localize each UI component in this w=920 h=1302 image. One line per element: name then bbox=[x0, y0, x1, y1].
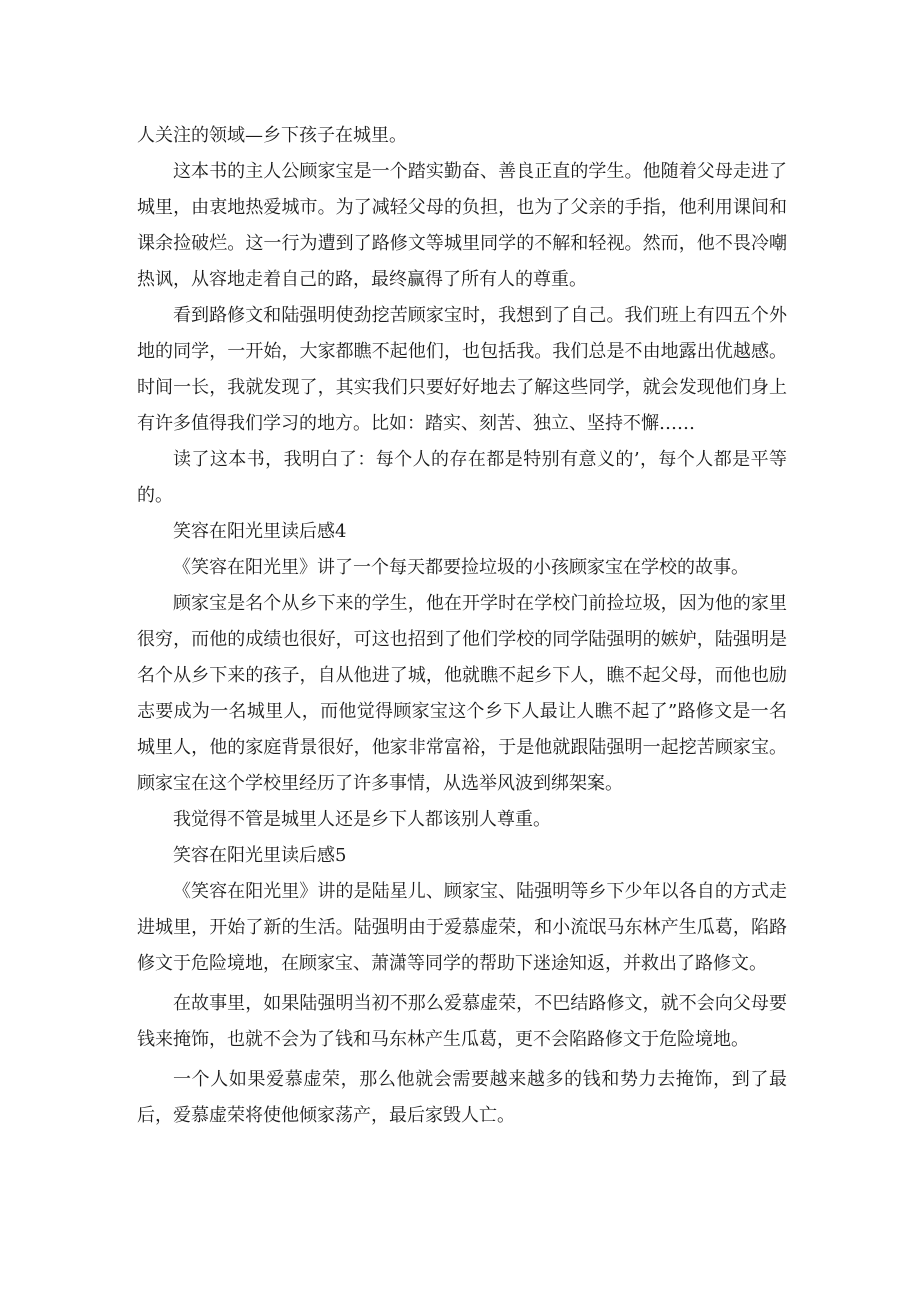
section-heading: 笑容在阳光里读后感4 bbox=[173, 521, 347, 542]
paragraph: 《笑容在阳光里》讲的是陆星儿、顾家宝、陆强明等乡下少年以各自的方式走进城里，开始了新的生活。陆强明由于爱慕虚荣，和小流氓马东林产生瓜葛，陷路修文于危险境地，在顾家宝、萧潇等同学的帮助下迷途知返，并救出了路修文。 bbox=[137, 881, 787, 974]
paragraph: 读了这本书，我明白了：每个人的存在都是特别有意义的’，每个人都是平等的。 bbox=[137, 449, 787, 506]
paragraph: 顾家宝是名个从乡下来的学生，他在开学时在学校门前捡垃圾，因为他的家里很穷，而他的成绩也很好，可这也招到了他们学校的同学陆强明的嫉妒，陆强明是名个从乡下来的孩子，自从他进了城，他就瞧不起乡下人，瞧不起父母，而他也励志要成为一名城里人，而他觉得顾家宝这个乡下人最让人瞧不起了”路修文是一名城里人，他的家庭背景很好，他家非常富裕，于是他就跟陆强明一起挖苦顾家宝。顾家宝在这个学校里经历了许多事情，从选举风波到绑架案。 bbox=[137, 593, 787, 794]
section-heading: 笑容在阳光里读后感5 bbox=[173, 845, 347, 866]
paragraph: 我觉得不管是城里人还是乡下人都该别人尊重。 bbox=[173, 809, 551, 830]
paragraph: 看到路修文和陆强明使劲挖苦顾家宝时，我想到了自己。我们班上有四五个外地的同学，一开始，大家都瞧不起他们，也包括我。我们总是不由地露出优越感。时间一长，我就发现了，其实我们只要好好地去了解这些同学，就会发现他们身上有许多值得我们学习的地方。比如：踏实、刻苦、独立、坚持不懈…… bbox=[137, 305, 787, 434]
paragraph-continuation: 人关注的领域—乡下孩子在城里。 bbox=[137, 125, 407, 146]
paragraph: 《笑容在阳光里》讲了一个每天都要捡垃圾的小孩顾家宝在学校的故事。 bbox=[173, 557, 749, 578]
paragraph: 一个人如果爱慕虚荣，那么他就会需要越来越多的钱和势力去掩饰，到了最后，爱慕虚荣将使他倾家荡产，最后家毁人亡。 bbox=[137, 1069, 787, 1126]
document-body bbox=[137, 118, 787, 1134]
paragraph: 这本书的主人公顾家宝是一个踏实勤奋、善良正直的学生。他随着父母走进了城里，由衷地热爱城市。为了减轻父母的负担，也为了父亲的手指，他利用课间和课余捡破烂。这一行为遭到了路修文等城里同学的不解和轻视。然而，他不畏冷嘲热讽，从容地走着自己的路，最终赢得了所有人的尊重。 bbox=[137, 161, 787, 290]
paragraph: 在故事里，如果陆强明当初不那么爱慕虚荣，不巴结路修文，就不会向父母要钱来掩饰，也就不会为了钱和马东林产生瓜葛，更不会陷路修文于危险境地。 bbox=[137, 993, 787, 1050]
